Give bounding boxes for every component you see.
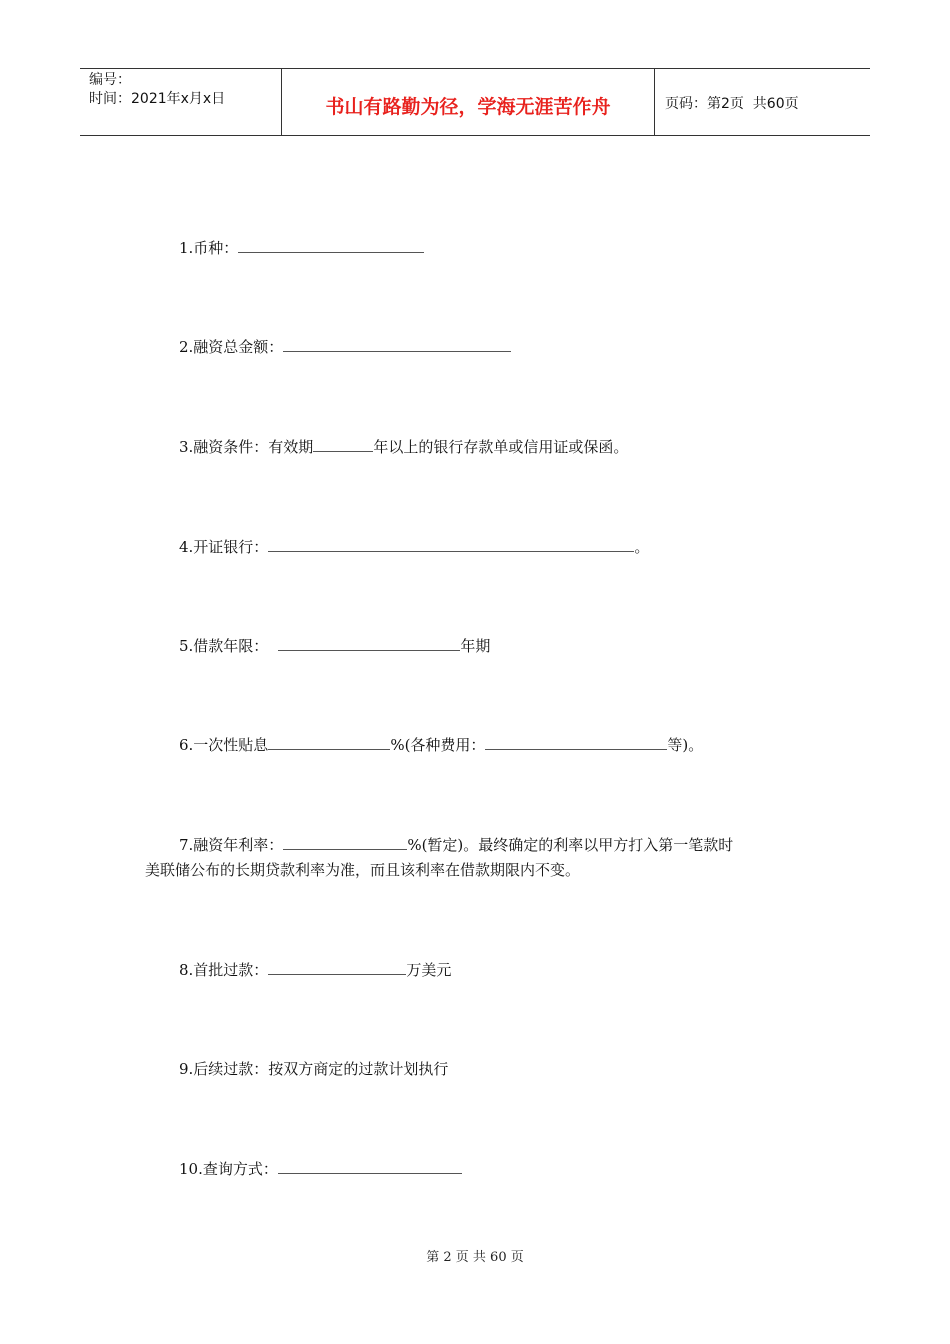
inquiry-blank <box>278 1159 462 1174</box>
item-inquiry-label: 10.查询方式： <box>179 1160 278 1178</box>
item-interest-rate-suffix: %(暂定)。最终确定的利率以甲方打入第一笔款时 <box>407 836 734 854</box>
fees-blank <box>485 735 667 750</box>
item-issuing-bank-suffix: 。 <box>634 538 650 556</box>
item-inquiry <box>179 1159 462 1179</box>
header-motto-cell <box>282 69 655 135</box>
item-loan-term-label: 5.借款年限： <box>179 637 269 655</box>
currency-blank <box>238 238 424 253</box>
item-total-amount <box>179 337 511 357</box>
item-interest-rate-continuation <box>145 860 580 880</box>
motto-text: 书山有路勤为径，学海无涯苦作舟 <box>325 95 611 118</box>
conditions-blank <box>313 437 373 452</box>
page-footer <box>0 1246 950 1265</box>
item-first-batch <box>179 960 451 980</box>
item-interest-rate-continuation-text: 美联储公布的长期贷款利率为准，而且该利率在借款期限内不变。 <box>145 861 581 879</box>
discount-rate-blank <box>268 735 390 750</box>
item-loan-term <box>179 636 490 656</box>
time-label: 时间：2021年x月x日 <box>89 91 226 107</box>
item-currency-label: 1.币种： <box>179 239 239 257</box>
item-first-batch-label: 8.首批过款： <box>179 961 269 979</box>
item-total-amount-label: 2.融资总金额： <box>179 338 284 356</box>
item-interest-rate-label: 7.融资年利率： <box>179 836 284 854</box>
item-conditions <box>179 437 628 457</box>
item-issuing-bank <box>179 537 649 557</box>
header-info-cell <box>80 69 282 135</box>
item-conditions-suffix: 年以上的银行存款单或信用证或保函。 <box>373 438 629 456</box>
number-label: 编号： <box>89 72 131 88</box>
loan-term-blank <box>278 636 460 651</box>
header-table <box>80 68 870 136</box>
footer-page-number: 第 2 页 共 60 页 <box>426 1250 524 1265</box>
issuing-bank-blank <box>268 537 634 552</box>
item-subsequent-label: 9.后续过款：按双方商定的过款计划执行 <box>179 1060 449 1078</box>
item-subsequent <box>179 1059 448 1079</box>
item-interest-rate <box>179 835 733 855</box>
item-conditions-label: 3.融资条件：有效期 <box>179 438 314 456</box>
total-amount-blank <box>283 337 511 352</box>
item-discount-middle: %(各种费用： <box>390 736 486 754</box>
item-currency <box>179 238 424 258</box>
item-discount <box>179 735 703 755</box>
page-label: 页码：第2页 共60页 <box>665 96 799 112</box>
header-page-cell <box>655 69 870 135</box>
first-batch-blank <box>268 960 406 975</box>
item-loan-term-suffix: 年期 <box>460 637 491 655</box>
item-first-batch-suffix: 万美元 <box>406 961 452 979</box>
item-issuing-bank-label: 4.开证银行： <box>179 538 269 556</box>
interest-rate-blank <box>283 835 407 850</box>
item-discount-suffix: 等)。 <box>667 736 704 754</box>
item-discount-label: 6.一次性贴息 <box>179 736 269 754</box>
